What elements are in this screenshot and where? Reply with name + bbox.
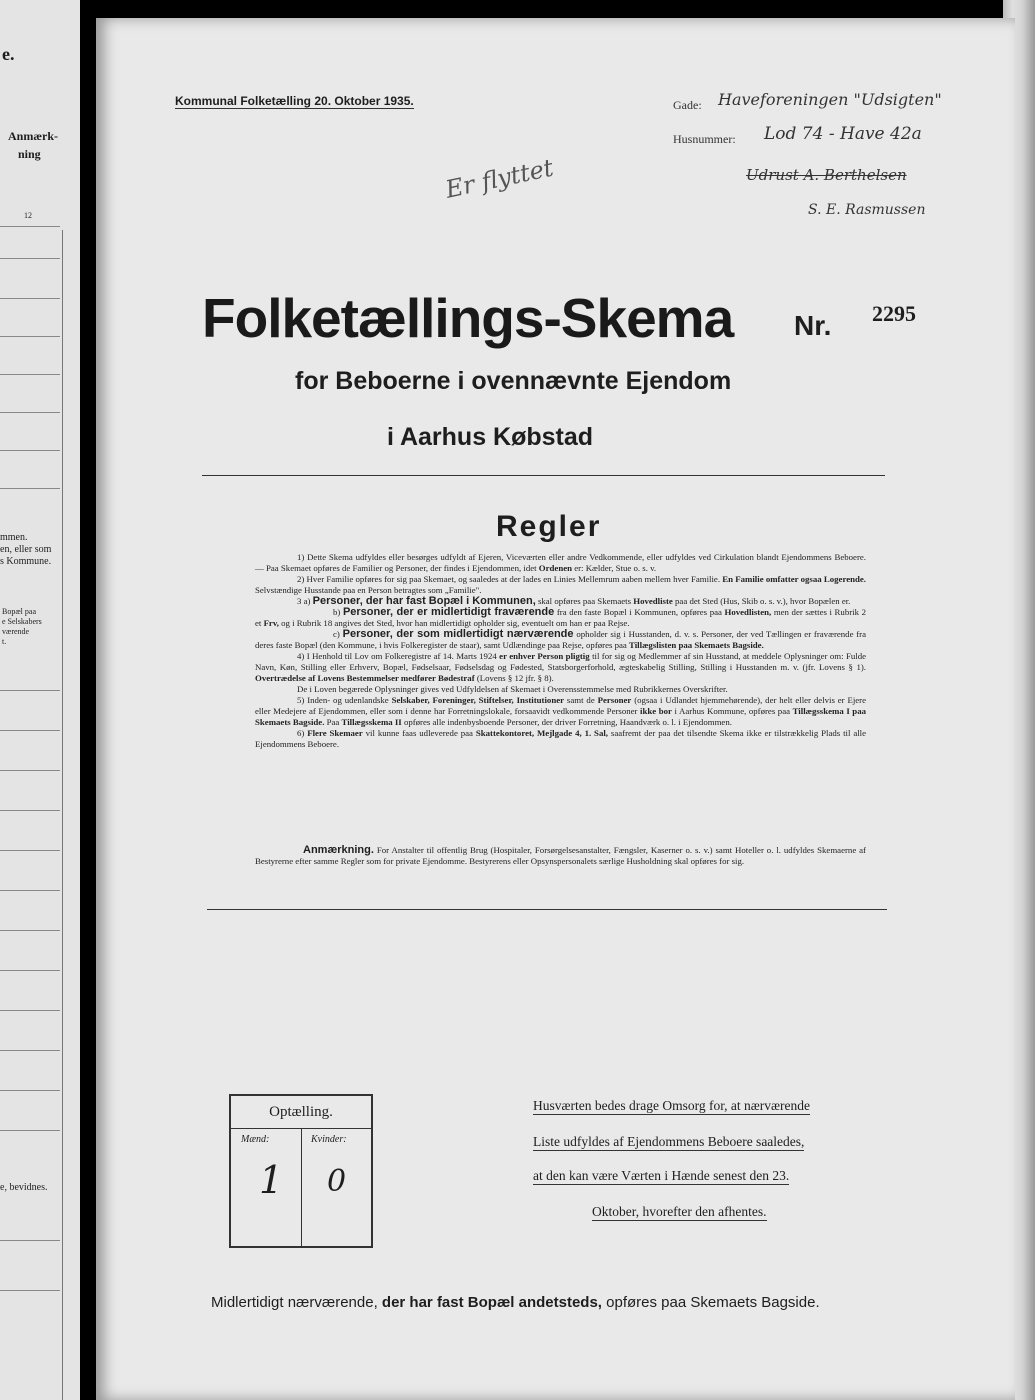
subtitle-town: i Aarhus Købstad — [387, 423, 594, 451]
prev-divider — [0, 450, 60, 451]
prev-divider — [0, 690, 60, 691]
rule-3c: c) Personer, der som midlertidigt nærværende opholder sig i Husstanden, d. v. s. Personer, der ved Tællingen er fraværende fra deres faste Bopæl (den Kommune, i hvis Folkeregister de staar), samt Udlændinge paa Rejse, opføres paa Tillægslisten paa Skemaets Bagside. — [255, 628, 867, 650]
prev-fragment: værende — [2, 627, 30, 636]
women-count: 0 — [327, 1164, 347, 1199]
landlord-notice-line-4: Oktober, hvorefter den afhentes. — [592, 1204, 767, 1219]
prev-divider — [0, 850, 60, 851]
count-column-line — [301, 1128, 302, 1246]
rule-4: 4) I Henhold til Lov om Folkeregistre af 14. Marts 1924 er enhver Person pligtig til for sig og Medlemmer af sin Husstand, at meddele Oplysninger om: Fulde Navn, Køn, Stilling eller Erhverv, Bopæl, Fødselsaar, Fødselsdag og Fødested, Statsborgerforhold, ægteskabelig Stilling, Stilling i Husstanden m. v. (jfr. Lovens § 1). Overtrædelse af Lovens Bestemmelser medfører Bødestraf (Lovens § 12 jfr. § 8). — [255, 651, 867, 683]
form-title: Folketællings-Skema — [202, 287, 734, 349]
census-form-page — [96, 18, 1015, 1400]
title-divider — [202, 475, 885, 476]
prev-divider — [0, 890, 60, 891]
prev-divider — [0, 298, 60, 299]
rule-1: 1) Dette Skema udfyldes eller besørges udfyldt af Ejeren, Viceværten eller andre Vedkommende, eller udfyldes ved Cirkulation blandt Ejendommens Beboere. — Paa Skemaet opføres de Familier og Personer, der findes i Ejendommen, idet Ordenen er: Kælder, Stue o. s. v. — [255, 552, 866, 573]
rules-text — [255, 552, 866, 750]
previous-page-edge — [0, 0, 80, 1400]
remark-text: For Anstalter til offentlig Brug (Hospitaler, Forsørgelsesanstalter, Fængsler, Kaserner o. s. v.) samt Hoteller o. l. udfyldes Skemaerne af Bestyrerne efter samme Regler som for private Ejendomme. Bestyrerens eller Opsynspersonalets særlige Husholdning skal opføres for sig. — [255, 845, 866, 866]
prev-divider — [0, 258, 60, 259]
prev-divider — [0, 1290, 60, 1291]
prev-divider — [0, 412, 60, 413]
prev-fragment: en, eller som — [0, 544, 52, 555]
prev-fragment: t. — [2, 637, 7, 646]
prev-fragment: Bopæl paa — [2, 607, 36, 616]
prev-column-line — [62, 230, 63, 1400]
remark-label: Anmærkning. — [303, 844, 374, 856]
footer-note: Midlertidigt nærværende, der har fast Bopæl andetsteds, opføres paa Skemaets Bagside. — [211, 1294, 820, 1311]
prev-divider — [0, 810, 60, 811]
women-label: Kvinder: — [311, 1134, 347, 1145]
prev-fragment: Anmærk- — [8, 129, 58, 143]
prev-divider — [0, 336, 60, 337]
rule-2: 2) Hver Familie opføres for sig paa Skemaet, og saaledes at der lades en Linies Mellemrum aaben mellem hver Familie. En Familie omfatter ogsaa Logerende. Selvstændige Husstande paa en Person betragtes som „Familie". — [255, 574, 866, 595]
landlord-notice-line-2: Liste udfyldes af Ejendommens Beboere saaledes, — [533, 1134, 805, 1149]
prev-divider — [0, 374, 60, 375]
prev-divider — [0, 226, 60, 227]
prev-fragment: e Selskabers — [2, 617, 42, 626]
prev-fragment: s Kommune. — [0, 556, 52, 567]
prev-divider — [0, 1130, 60, 1131]
prev-divider — [0, 488, 60, 489]
prev-divider — [0, 1050, 60, 1051]
moved-note-handwritten: Er flyttet — [443, 153, 556, 204]
prev-divider — [0, 930, 60, 931]
prev-divider — [0, 970, 60, 971]
rule-3a: 3 a) Personer, der har fast Bopæl i Kommunen, skal opføres paa Skemaets Hovedliste paa det Sted (Hus, Skib o. s. v.), hvor Bopælen er. — [297, 595, 851, 607]
prev-fragment: e, bevidnes. — [0, 1182, 48, 1193]
rule-5: 5) Inden- og udenlandske Selskaber, Foreninger, Stiftelser, Institutioner samt de Personer (ogsaa i Udlandet hjemmehørende), der helt eller delvis er Ejere eller Medejere af Ejendommen, eller som i denne har Forretningslokale, forsaavidt vedkommende Personer ikke bor i Aarhus Kommune, opføres paa Tillægsskema I paa Skemaets Bagside. Paa Tillægsskema II opføres alle indenbysboende Personer, der driver Forretning, Haandværk o. l. i Ejendommen. — [255, 695, 867, 727]
street-handwritten: Haveforeningen "Udsigten" — [718, 90, 942, 109]
prev-divider — [0, 1240, 60, 1241]
prev-divider — [0, 1090, 60, 1091]
prev-divider — [0, 730, 60, 731]
house-number-label: Husnummer: — [673, 132, 736, 146]
owner-name-handwritten: S. E. Rasmussen — [808, 202, 926, 218]
number-label: Nr. — [794, 310, 832, 341]
prev-divider — [0, 1010, 60, 1011]
prev-divider — [0, 770, 60, 771]
struck-owner-name: Udrust A. Berthelsen — [746, 166, 907, 184]
men-count: 1 — [259, 1158, 284, 1202]
landlord-notice-line-1: Husværten bedes drage Omsorg for, at nærværende — [533, 1098, 811, 1113]
rule-4-note: De i Loven begærede Oplysninger gives ved Udfyldelsen af Skemaet i Overensstemmelse med Rubrikkernes Overskrifter. — [297, 684, 728, 694]
form-number: 2295 — [872, 301, 916, 326]
count-box — [229, 1094, 373, 1248]
rules-heading: Regler — [496, 510, 602, 543]
prev-fragment: e. — [2, 44, 15, 64]
street-label: Gade: — [673, 98, 702, 112]
house-number-handwritten: Lod 74 - Have 42a — [764, 124, 922, 144]
prev-fragment: ning — [18, 147, 41, 161]
subtitle-residents: for Beboerne i ovennævnte Ejendom — [295, 367, 732, 395]
remark-paragraph — [255, 845, 866, 867]
prev-fragment: 12 — [24, 211, 32, 220]
rule-6: 6) Flere Skemaer vil kunne faas udleverede paa Skattekontoret, Mejlgade 4, 1. Sal, saafremt der paa det tilsendte Skema ikke er tilstrækkelig Plads til alle Ejendommens Beboere. — [255, 728, 867, 749]
landlord-notice-line-3: at den kan være Værten i Hænde senest den 23. — [533, 1168, 790, 1183]
rule-3b: b) Personer, der er midlertidigt fraværende fra den faste Bopæl i Kommunen, opføres paa Hovedlisten, men der sættes i Rubrik 2 et Frv, og i Rubrik 18 angives det Sted, hvor han midlertidigt opholder sig, eventuelt om han er paa Rejse. — [255, 606, 866, 628]
census-title: Kommunal Folketælling 20. Oktober 1935. — [175, 94, 414, 108]
rules-divider — [207, 909, 887, 910]
men-label: Mænd: — [241, 1134, 270, 1145]
prev-fragment: mmen. — [0, 532, 28, 543]
count-title: Optælling. — [269, 1104, 333, 1120]
